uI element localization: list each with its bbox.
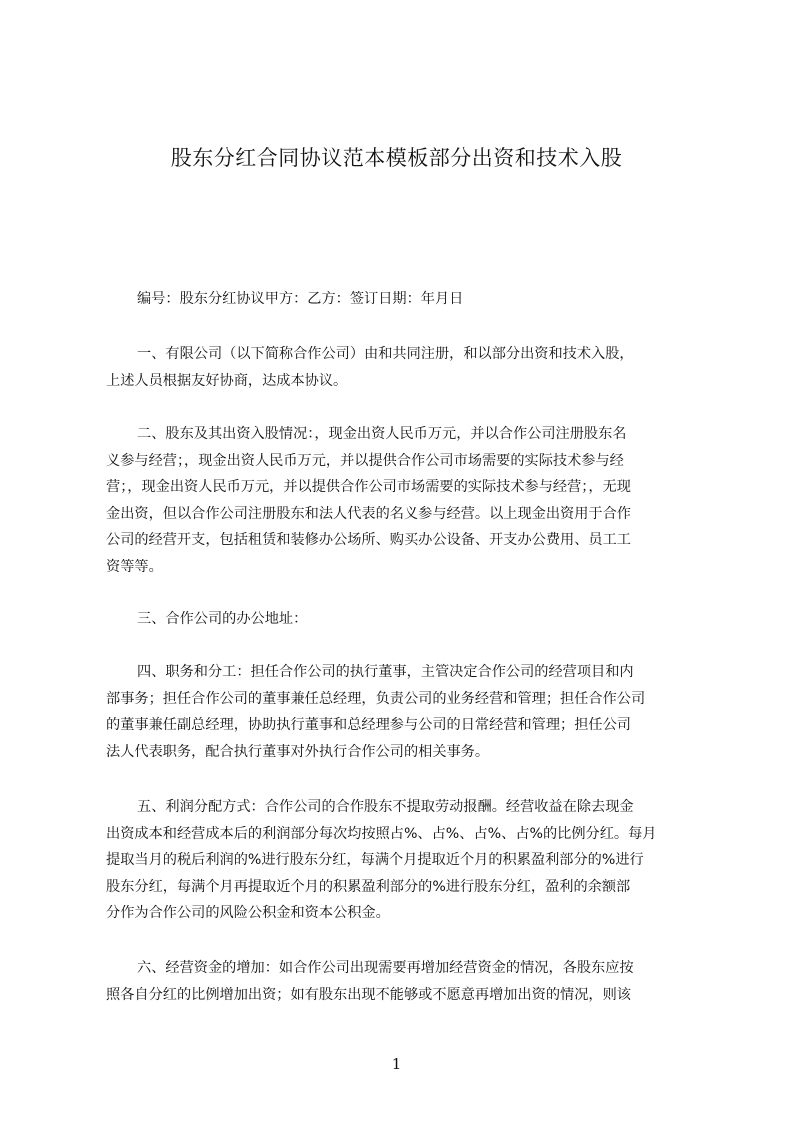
paragraph-line: 照各自分红的比例增加出资；如有股东出现不能够或不愿意再增加出资的情况，则该 xyxy=(106,986,631,1003)
paragraph-line: 一、有限公司（以下简称合作公司）由和共同注册，和以部分出资和技术入股， xyxy=(137,346,634,362)
paragraph-line: 营；，现金出资人民币万元，并以提供合作公司市场需要的实际技术参与经营；，无现 xyxy=(106,479,631,495)
paragraph-section-5 xyxy=(106,794,698,927)
paragraph-line: 义参与经营；，现金出资人民币万元，并以提供合作公司市场需要的实际技术参与经 xyxy=(106,452,624,469)
paragraph-line: 六、经营资金的增加：如合作公司出现需要再增加经营资金的情况，各股东应按 xyxy=(137,960,634,976)
paragraph-line: 分作为合作公司的风险公积金和资本公积金。 xyxy=(106,905,390,921)
paragraph-section-3 xyxy=(106,606,698,633)
paragraph-line: 上述人员根据友好协商，达成本协议。 xyxy=(106,372,348,389)
paragraph-line: 的董事兼任副总经理，协助执行董事和总经理参与公司的日常经营和管理；担任公司 xyxy=(106,717,631,733)
paragraph-line: 提取当月的税后利润的%进行股东分红，每满个月提取近个月的积累盈利部分的%进行 xyxy=(106,852,644,868)
paragraph-section-4 xyxy=(106,659,698,765)
paragraph-line: 二、股东及其出资入股情况：，现金出资人民币万元，并以合作公司注册股东名 xyxy=(137,426,627,442)
paragraph-section-1 xyxy=(106,341,698,394)
paragraph-line: 编号：股东分红协议甲方：乙方：签订日期：年月日 xyxy=(137,291,464,307)
paragraph-section-6 xyxy=(106,955,698,1008)
paragraph-line: 法人代表职务，配合执行董事对外执行合作公司的相关事务。 xyxy=(106,743,490,760)
paragraph-line: 三、合作公司的办公地址： xyxy=(137,611,308,627)
paragraph-line: 资等等。 xyxy=(106,558,163,575)
paragraph-line: 金出资，但以合作公司注册股东和法人代表的名义参与经营。以上现金出资用于合作 xyxy=(106,505,631,522)
document-title: 股东分红合同协议范本模板部分出资和技术入股 xyxy=(170,146,623,170)
page-number: 1 xyxy=(391,1055,402,1073)
paragraph-line: 出资成本和经营成本后的利润部分每次均按照占%、占%、占%、占%的比例分红。每月 xyxy=(106,825,657,842)
paragraph-line: 公司的经营开支，包括租赁和装修办公场所、购买办公设备、开支办公费用、员工工 xyxy=(106,532,631,548)
paragraph-line: 部事务；担任合作公司的董事兼任总经理，负责公司的业务经营和管理；担任合作公司 xyxy=(106,690,646,707)
paragraph-line: 五、利润分配方式：合作公司的合作股东不提取劳动报酬。经营收益在除去现金 xyxy=(137,799,634,815)
paragraph-line: 四、职务和分工：担任合作公司的执行董事，主管决定合作公司的经营项目和内 xyxy=(137,664,634,680)
paragraph-line: 股东分红，每满个月再提取近个月的积累盈利部分的%进行股东分红，盈利的余额部 xyxy=(106,878,631,895)
paragraph-section-2 xyxy=(106,421,698,580)
paragraph-number xyxy=(106,286,698,313)
